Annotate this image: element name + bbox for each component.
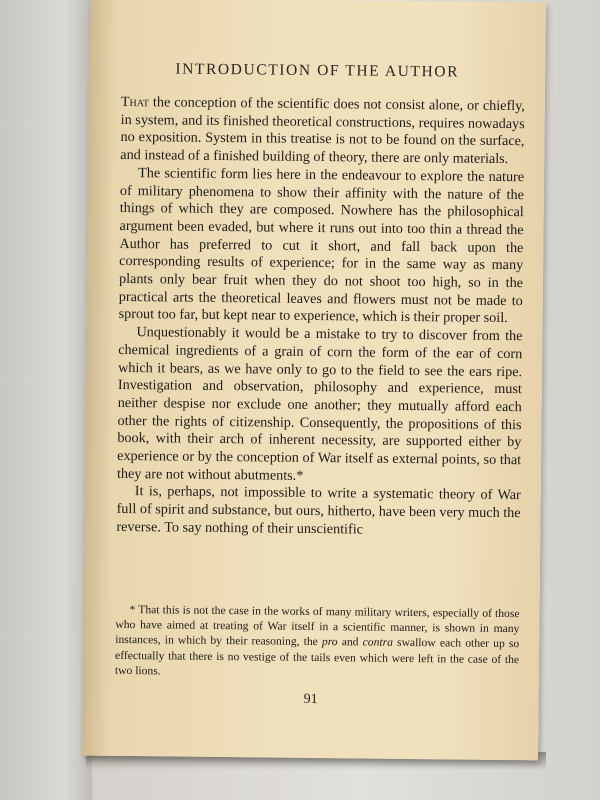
footnote-pro: pro: [321, 635, 338, 649]
footnote-and: and: [337, 635, 363, 649]
paragraph-2: The scientific form lies here in the endeavour to explore the nature of military phenomena to show their affinity with the nature of the things of which they are composed. Nowhere has the philosophical argument been evaded, but where it runs out into too thin a thread the Author has preferred to cut it short, and fall back upon the corresponding results of experience; for in the same way as many plants only bear fruit when they do not shoot too high, so in the practical arts the theoretical leaves and flowers must not be made to sprout too far, but kept near to experience, which is their proper soil.: [118, 164, 525, 327]
body-text: [116, 94, 525, 541]
facing-page-edge: [0, 0, 92, 800]
footnote-part-2: swallow each other up so effectually that there is no vestige of the tails even which were left in the case of the two lions.: [114, 636, 520, 678]
paragraph-3: Unquestionably it would be a mistake to try to discover from the chemical ingredients of a grain of corn the form of the ear of corn which it bears, as we have only to go to the field to see the ears ripe. Investigation and observation, philosophy and experience, must neither despise nor exclude one another; they mutually afford each other the rights of citizenship. Consequently, the propositions of this book, with their arch of inherent necessity, are supported either by experience or by the conception of War itself as external points, so that they are not without abutments.*: [116, 324, 523, 484]
paragraph-1-text: the conception of the scientific does not consist alone, or chiefly, in system, and its finished theoretical constructions, requires nowadays no exposition. System in this treatise is not to be found on the surface, and instead of a finished building of theory, there are only materials.: [120, 94, 525, 168]
footnote-contra: contra: [362, 635, 394, 650]
page-number: 91: [303, 691, 318, 708]
footnote-part-1: * That this is not the case in the works of many military writers, especially of those who have aimed at treating of War itself in a scientific manner, is shown in many instances, in which by their reasoning, the: [115, 603, 520, 649]
book-page: [82, 0, 546, 760]
paragraph-1: [120, 94, 525, 169]
running-header: INTRODUCTION OF THE AUTHOR: [175, 60, 460, 81]
footnote-text: [115, 602, 520, 682]
footnote: [115, 602, 520, 682]
paragraph-lead-word: That: [120, 93, 150, 111]
paragraph-4: It is, perhaps, not impossible to write a systematic theory of War full of spirit and substance, but ours, hitherto, have been very much the reverse. To say nothing of their unscientific: [116, 483, 521, 538]
